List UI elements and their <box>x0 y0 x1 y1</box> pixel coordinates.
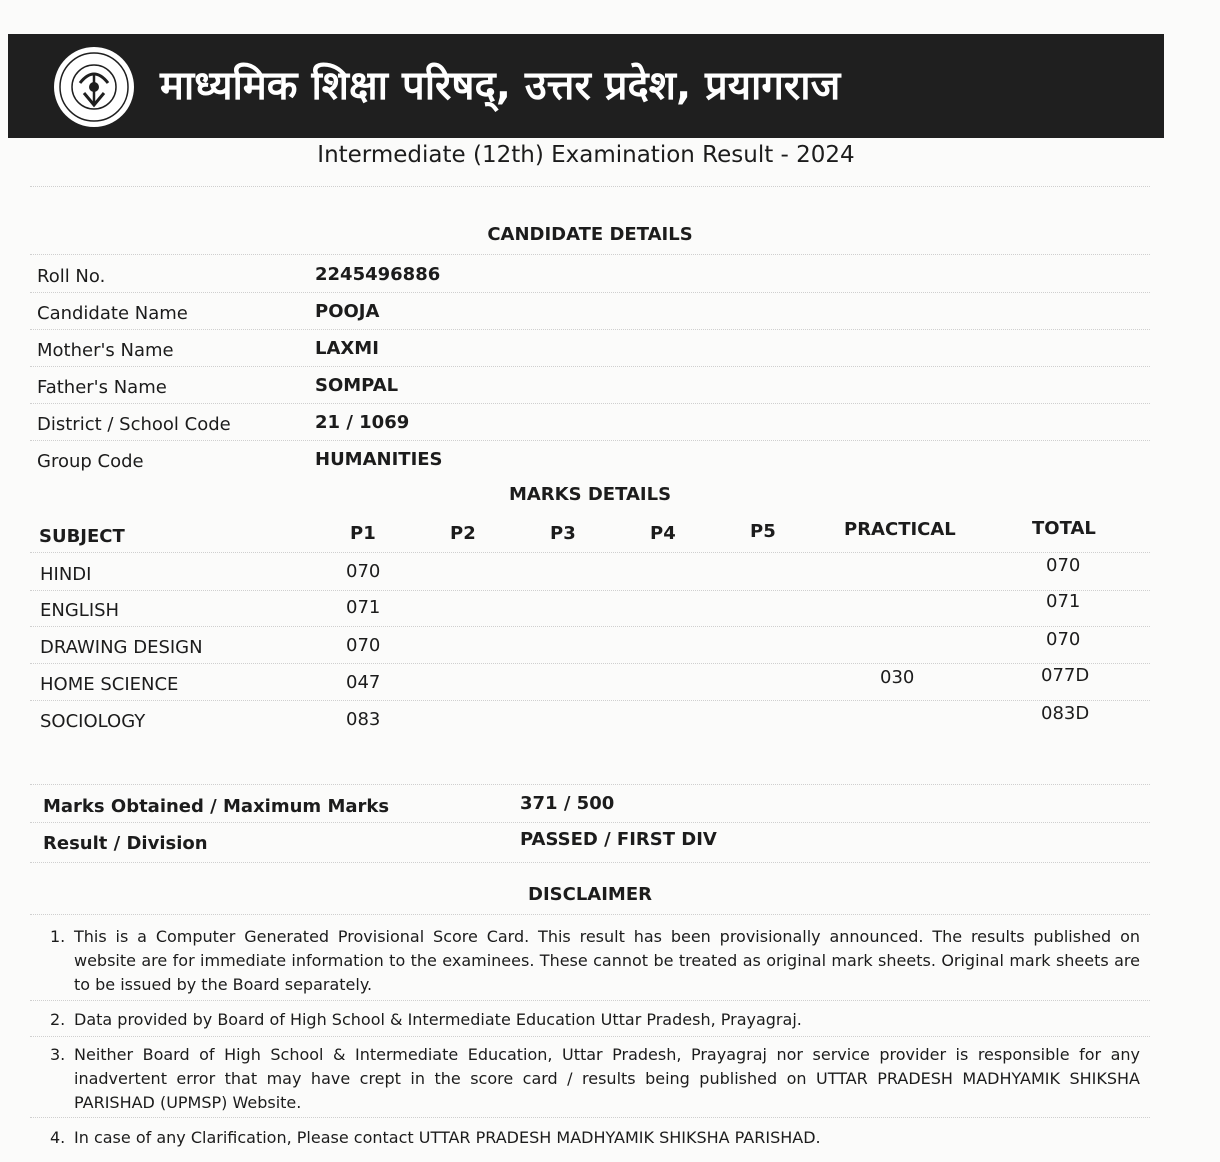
header-practical: PRACTICAL <box>844 519 956 540</box>
divider <box>30 914 1150 915</box>
mother-name-label: Mother's Name <box>37 340 174 361</box>
roll-no-label: Roll No. <box>37 266 106 287</box>
total-cell: 070 <box>1046 555 1081 576</box>
father-name-label: Father's Name <box>37 377 167 398</box>
marks-obtained-value: 371 / 500 <box>520 793 615 814</box>
p1-cell: 047 <box>346 672 381 693</box>
candidate-details-title: CANDIDATE DETAILS <box>487 224 693 245</box>
total-cell: 077D <box>1041 665 1090 686</box>
divider <box>30 626 1150 627</box>
subject-cell: HINDI <box>40 564 92 585</box>
item-text: Data provided by Board of High School & Intermediate Education Uttar Pradesh, Prayagraj. <box>74 1010 802 1029</box>
p1-cell: 070 <box>346 635 381 656</box>
candidate-name-label: Candidate Name <box>37 303 188 324</box>
subject-cell: HOME SCIENCE <box>40 674 179 695</box>
marks-details-title: MARKS DETAILS <box>508 484 672 505</box>
up-government-seal-icon <box>52 45 136 129</box>
list-item <box>50 1043 1140 1115</box>
divider <box>30 1036 1150 1037</box>
divider <box>30 862 1150 863</box>
group-code-value: HUMANITIES <box>315 449 443 470</box>
board-name: माध्यमिक शिक्षा परिषद्, उत्तर प्रदेश, प्रयागराज <box>160 63 841 109</box>
divider <box>30 292 1150 293</box>
item-text: In case of any Clarification, Please contact UTTAR PRADESH MADHYAMIK SHIKSHA PARISHAD. <box>74 1128 821 1147</box>
divider <box>30 366 1150 367</box>
total-cell: 070 <box>1046 629 1081 650</box>
header-p2: P2 <box>450 523 476 544</box>
divider <box>30 1000 1150 1001</box>
total-cell: 083D <box>1041 703 1090 724</box>
item-number: 3. <box>50 1045 66 1064</box>
list-item <box>50 925 1140 997</box>
divider <box>30 254 1150 255</box>
divider <box>30 590 1150 591</box>
practical-cell: 030 <box>880 667 915 688</box>
district-school-code-label: District / School Code <box>37 414 231 435</box>
divider <box>30 822 1150 823</box>
header-p3: P3 <box>550 523 576 544</box>
p1-cell: 070 <box>346 561 381 582</box>
header-banner <box>8 34 1164 138</box>
exam-title: Intermediate (12th) Examination Result - 2024 <box>317 142 855 168</box>
divider <box>30 403 1150 404</box>
result-division-label: Result / Division <box>43 833 208 854</box>
total-cell: 071 <box>1046 591 1081 612</box>
divider <box>30 186 1150 187</box>
item-number: 1. <box>50 927 66 946</box>
subject-cell: SOCIOLOGY <box>40 711 146 732</box>
header-subject: SUBJECT <box>39 526 125 547</box>
result-division-value: PASSED / FIRST DIV <box>520 829 717 850</box>
district-school-code-value: 21 / 1069 <box>315 412 410 433</box>
item-text: This is a Computer Generated Provisional Score Card. This result has been provisionally announced. The results published on website are for immediate information to the examinees. These cannot be treated as original mark sheets. Original mark sheets are to be issued by the Board separately. <box>74 927 1140 994</box>
list-item <box>50 1126 1140 1150</box>
item-text: Neither Board of High School & Intermediate Education, Uttar Pradesh, Prayagraj nor service provider is responsible for any inadvertent error that may have crept in the score card / results being published on UTTAR PRADESH MADHYAMIK SHIKSHA PARISHAD (UPMSP) Website. <box>74 1045 1140 1112</box>
p1-cell: 083 <box>346 709 381 730</box>
item-number: 2. <box>50 1010 66 1029</box>
header-total: TOTAL <box>1032 518 1096 539</box>
divider <box>30 1117 1150 1118</box>
disclaimer-title: DISCLAIMER <box>528 884 652 905</box>
mother-name-value: LAXMI <box>315 338 379 359</box>
marks-obtained-label: Marks Obtained / Maximum Marks <box>43 796 390 817</box>
divider <box>30 663 1150 664</box>
roll-no-value: 2245496886 <box>315 264 441 285</box>
header-p5: P5 <box>750 521 776 542</box>
subject-cell: ENGLISH <box>40 600 120 621</box>
divider <box>30 329 1150 330</box>
divider <box>30 440 1150 441</box>
divider <box>30 784 1150 785</box>
father-name-value: SOMPAL <box>315 375 399 396</box>
divider <box>30 552 1150 553</box>
item-number: 4. <box>50 1128 66 1147</box>
p1-cell: 071 <box>346 597 381 618</box>
list-item <box>50 1008 1140 1032</box>
divider <box>30 700 1150 701</box>
subject-cell: DRAWING DESIGN <box>40 637 203 658</box>
group-code-label: Group Code <box>37 451 144 472</box>
candidate-name-value: POOJA <box>315 301 380 322</box>
header-p1: P1 <box>350 523 376 544</box>
header-p4: P4 <box>650 523 676 544</box>
